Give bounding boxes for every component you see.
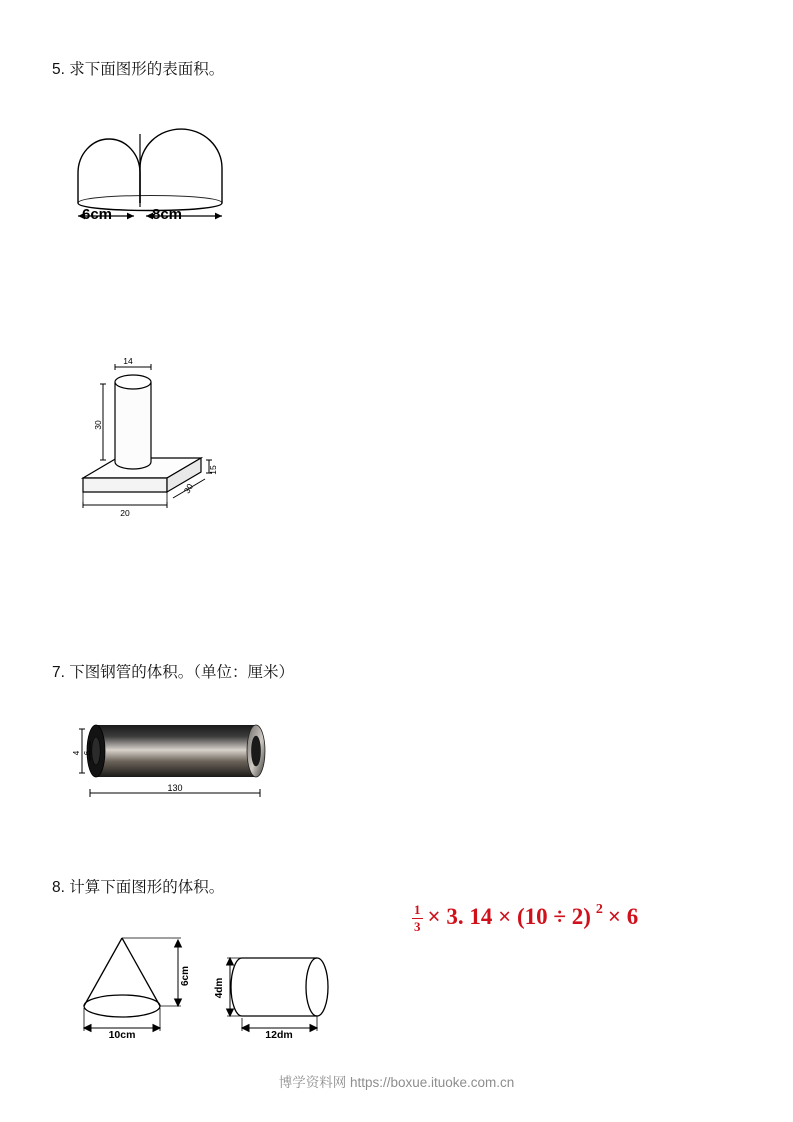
two-domes-figure <box>60 118 250 238</box>
figure6-label-14: 14 <box>123 356 133 366</box>
figure6-label-20: 20 <box>120 508 130 518</box>
figure8-label-6cm: 6cm <box>180 965 191 987</box>
question-8-text: 8. 计算下面图形的体积。 <box>52 879 225 896</box>
figure7-label-130: 130 <box>167 783 183 793</box>
formula-part-2: × 6 <box>607 904 639 930</box>
footer-watermark <box>0 1071 793 1091</box>
question-7-text: 7. 下图钢管的体积。（单位：厘米） <box>52 664 294 681</box>
fraction-numerator: 1 <box>414 902 421 917</box>
figure5-label-6cm: 6cm <box>82 206 113 223</box>
question-8-answer-formula <box>412 902 638 933</box>
footer-text: 博学资料网 https://boxue.ituoke.com.cn <box>278 1075 515 1090</box>
cone-and-cylinder-figure <box>62 930 352 1040</box>
fraction-denominator: 3 <box>414 919 421 935</box>
figure7-label-6: 6 <box>83 750 92 756</box>
figure8-label-4dm: 4dm <box>214 977 225 999</box>
figure8-label-12dm: 12dm <box>265 1029 293 1040</box>
cylinder-on-slab-figure <box>75 340 285 520</box>
figure5-label-8cm: 8cm <box>152 206 183 223</box>
figure6-label-15: 15 <box>208 465 218 475</box>
formula-part-1: × 3. 14 × (10 ÷ 2) <box>427 904 591 930</box>
formula-exponent: 2 <box>595 902 603 918</box>
fraction-one-third <box>412 903 423 934</box>
steel-pipe-figure <box>68 705 278 820</box>
figure6-label-30-depth: 30 <box>181 481 196 496</box>
figure7-label-4: 4 <box>72 750 81 756</box>
question-5-text: 5. 求下面图形的表面积。 <box>52 61 225 78</box>
figure6-label-30-height: 30 <box>93 420 103 430</box>
figure8-label-10cm: 10cm <box>108 1029 136 1040</box>
